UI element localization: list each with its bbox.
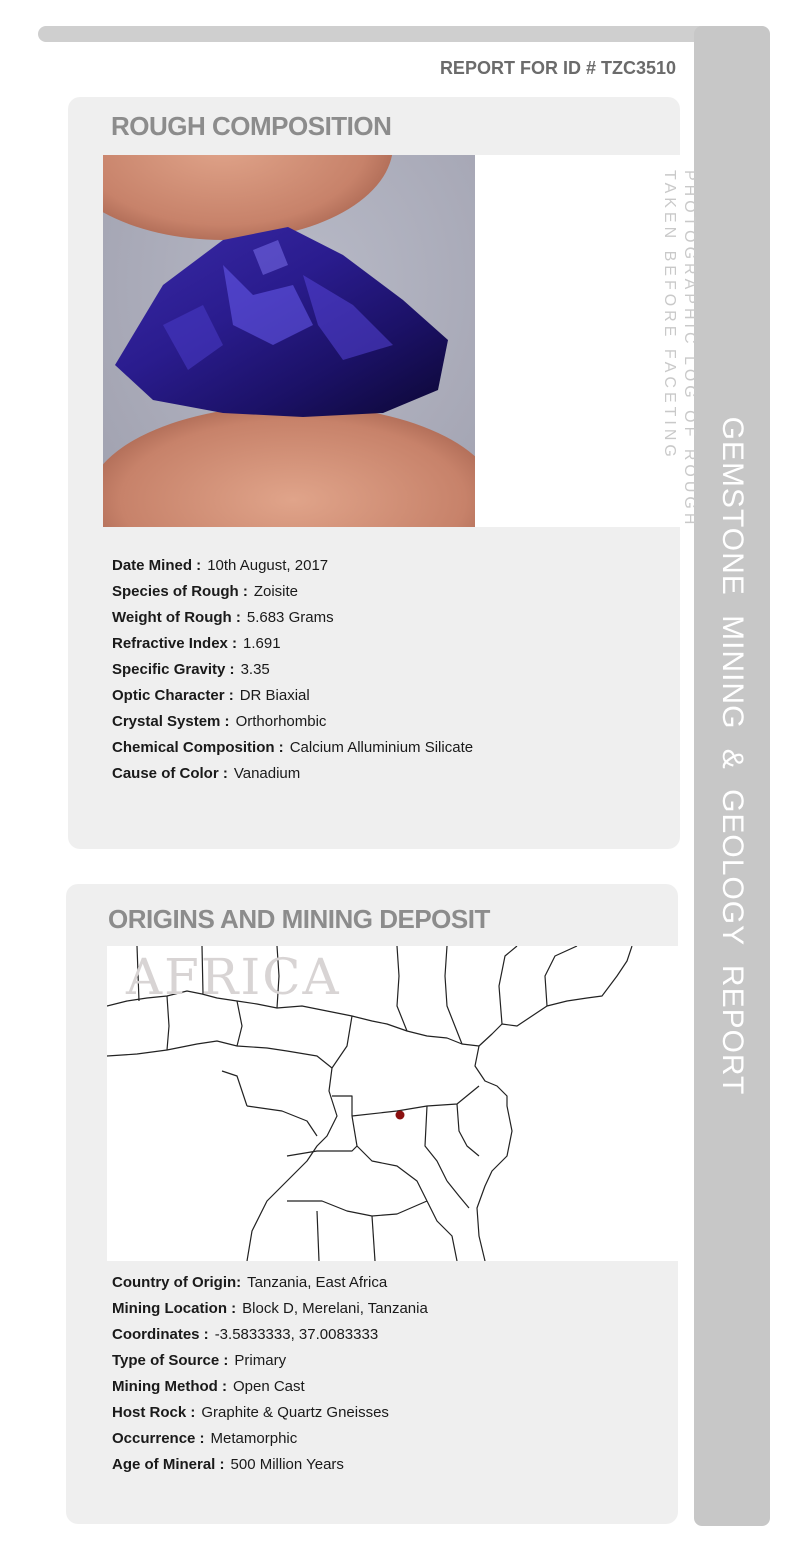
origin-fields (112, 1274, 428, 1482)
field-value: Vanadium (233, 765, 301, 782)
field-species (112, 583, 473, 609)
field-label: Date Mined : (112, 557, 202, 574)
field-label: Host Rock : (112, 1404, 196, 1421)
field-value: 3.35 (240, 661, 270, 678)
field-mining-location (112, 1300, 428, 1326)
field-value: Graphite & Quartz Gneisses (201, 1404, 389, 1421)
field-value: -3.5833333, 37.0083333 (214, 1326, 379, 1343)
field-label: Mining Location : (112, 1300, 237, 1317)
field-label: Chemical Composition : (112, 739, 284, 756)
side-title: GEMSTONE MINING & GEOLOGY REPORT (716, 416, 749, 1096)
field-value: Zoisite (253, 583, 299, 600)
field-date-mined (112, 557, 473, 583)
field-label: Cause of Color : (112, 765, 228, 782)
field-crystal-system (112, 713, 473, 739)
field-value: 5.683 Grams (246, 609, 334, 626)
field-label: Type of Source : (112, 1352, 229, 1369)
rough-fields (112, 557, 473, 791)
field-mining-method (112, 1378, 428, 1404)
origins-title: ORIGINS AND MINING DEPOSIT (108, 904, 490, 934)
field-label: Specific Gravity : (112, 661, 235, 678)
field-value: Metamorphic (210, 1430, 298, 1447)
mining-location-marker (396, 1111, 405, 1120)
photo-caption-line-1: PHOTOGRAPHIC LOG OF ROUGH (681, 170, 698, 529)
field-label: Coordinates : (112, 1326, 209, 1343)
field-value: Block D, Merelani, Tanzania (242, 1300, 428, 1317)
field-value: 10th August, 2017 (207, 557, 329, 574)
rough-photo (103, 155, 475, 527)
rough-composition-title: ROUGH COMPOSITION (111, 111, 392, 141)
report-id: REPORT FOR ID # TZC3510 (439, 58, 676, 78)
field-refractive-index (112, 635, 473, 661)
photo-caption (659, 170, 699, 528)
field-label: Crystal System : (112, 713, 230, 730)
field-value: Orthorhombic (235, 713, 327, 730)
field-value: Open Cast (232, 1378, 305, 1395)
field-label: Occurrence : (112, 1430, 205, 1447)
field-coordinates (112, 1326, 428, 1352)
field-label: Species of Rough : (112, 583, 248, 600)
field-weight (112, 609, 473, 635)
field-country (112, 1274, 428, 1300)
field-label: Weight of Rough : (112, 609, 241, 626)
field-label: Refractive Index : (112, 635, 238, 652)
field-label: Optic Character : (112, 687, 234, 704)
field-label: Age of Mineral : (112, 1456, 225, 1473)
top-bar (38, 26, 728, 42)
field-cause-of-color (112, 765, 473, 791)
field-value: Calcium Alluminium Silicate (289, 739, 474, 756)
field-label: Country of Origin: (112, 1274, 242, 1291)
field-chemical-composition (112, 739, 473, 765)
field-optic-character (112, 687, 473, 713)
field-value: 1.691 (243, 635, 281, 652)
field-host-rock (112, 1404, 428, 1430)
field-occurrence (112, 1430, 428, 1456)
map-label: AFRICA (126, 948, 341, 1006)
field-value: Primary (234, 1352, 287, 1369)
field-value: 500 Million Years (230, 1456, 344, 1473)
photo-caption-line-2: TAKEN BEFORE FACETING (661, 170, 678, 461)
field-label: Mining Method : (112, 1378, 227, 1395)
field-age-of-mineral (112, 1456, 428, 1482)
rough-photo-frame (103, 155, 680, 527)
field-specific-gravity (112, 661, 473, 687)
field-value: Tanzania, East Africa (247, 1274, 388, 1291)
field-value: DR Biaxial (239, 687, 310, 704)
field-type-of-source (112, 1352, 428, 1378)
